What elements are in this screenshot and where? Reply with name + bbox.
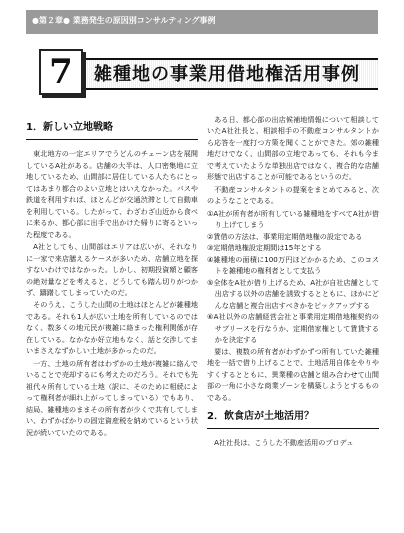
right-column — [207, 114, 379, 450]
section-heading: 1．新しい立地戦略 — [26, 120, 198, 140]
paragraph: 一方、土地の所有者はわずかの土地が複雑に絡んでいることで売却するにも考えたのだろう。それでも先祖代々所有している土地（訳に、そのために相続によって権利者が細れ上がってしまっている）でもあり、結局、雑種地のままその所有者が少くで共有してしまい、わずかばかりの固定資産税を納めているという状況が続いていたのである。 — [26, 358, 198, 437]
section-heading: 2．飲食店が土地活用？ — [207, 409, 379, 429]
paragraph: 要は、複数の所有者がわずかずつ所有していた雑種地を一括で借り上げることで、土地活用自体をやりやすくするとともに、異業種の店舗と組み合わせて山間部の一角に小さな商業ゾーンを構築しようとするものである。 — [207, 346, 379, 402]
left-column — [26, 114, 198, 439]
list-item: ⑤全体をA社が借り上げるため、A社が自社店舗として出店する以外の店舗を誘致するとともに、ほかにどんな店舗と複合出店すべきかをピックアップする — [207, 277, 379, 310]
paragraph: そのうえ、こうした山間の土地はほとんどが雑種地である。それも1人が広い土地を所有しているのではなく、数多くの地元民が複雑に絡まった権利関係が存在している。なかなか好立地もなく、話と交渉してまいまさえなずかしい土地が多かったのだ。 — [26, 300, 198, 356]
paragraph: 東北地方の一定エリアでうどんのチェーン店を展開しているA社がある。店舗の大半は、人口密集地に立地しているため、山間部に居住している人たちにとってはあまり都合のよい立地とはいえなかった。バスや鉄道を利用すれば、ほとんどが交通渋滞として自動車を利用している。したがって、わざわざ山近から食べに来るか、都心部に出手で出かけた帰りに寄るといった程度である。 — [26, 149, 198, 239]
paragraph: A社社長は、こうした不動産活用のプロデュ — [214, 438, 354, 448]
list-item: ①A社が所有者が所有している雑種地をすべてA社が借り上げてしまう — [207, 208, 379, 230]
chapter-title-block — [26, 44, 378, 100]
running-header: ●第２章● 業務発生の原因別コンサルティング事例 — [32, 16, 216, 25]
list-item: ⑥A社以外の店舗経営会社と事業用定期借地権契約のサブリースを行なうか、定期借家権として賃貸するかを決定する — [207, 312, 379, 345]
chapter-number: 7 — [39, 49, 83, 95]
list-item: ④雑種地の面積に100万円ほどかかるため、このコストを雑種地の権利者として支払う — [207, 254, 379, 276]
page-header-bar — [26, 10, 378, 34]
list-item: ②賃借の方法は、事業用定期借地権の設定である — [207, 231, 363, 241]
chapter-title: 雑種地の事業用借地権活用事例 — [94, 64, 360, 85]
proposal-list — [207, 208, 379, 346]
paragraph: A社としても、山間部はエリアは広いが、それなりに一家で来店膳えるケースが多いため、店舗立地を探すないわけではなかった。しかし、初期投資額と顧客の絶対量などを考えると、どうしても踏ん切りがつかず、躊躇してしまっていたのだ。 — [26, 242, 198, 297]
list-item: ③定期借地権設定期間は15年とする — [207, 243, 322, 253]
paragraph: ある日、都心部の出店候補地情報について相談していたA社社長と、相談相手の不動産コンサルタントから応答を一度打つ方策を聞くことができた。郊の雑種地だけでなく、山間部の立地であっても、それも今まで考えていたような単独出店ではなく、複合的な店舗形態で出店することが可能であるというのだ。 — [207, 115, 379, 182]
paragraph: 不動産コンサルタントの提案をまとめてみると、次のようなことである。 — [207, 184, 379, 206]
chapter-number-box — [42, 52, 86, 98]
